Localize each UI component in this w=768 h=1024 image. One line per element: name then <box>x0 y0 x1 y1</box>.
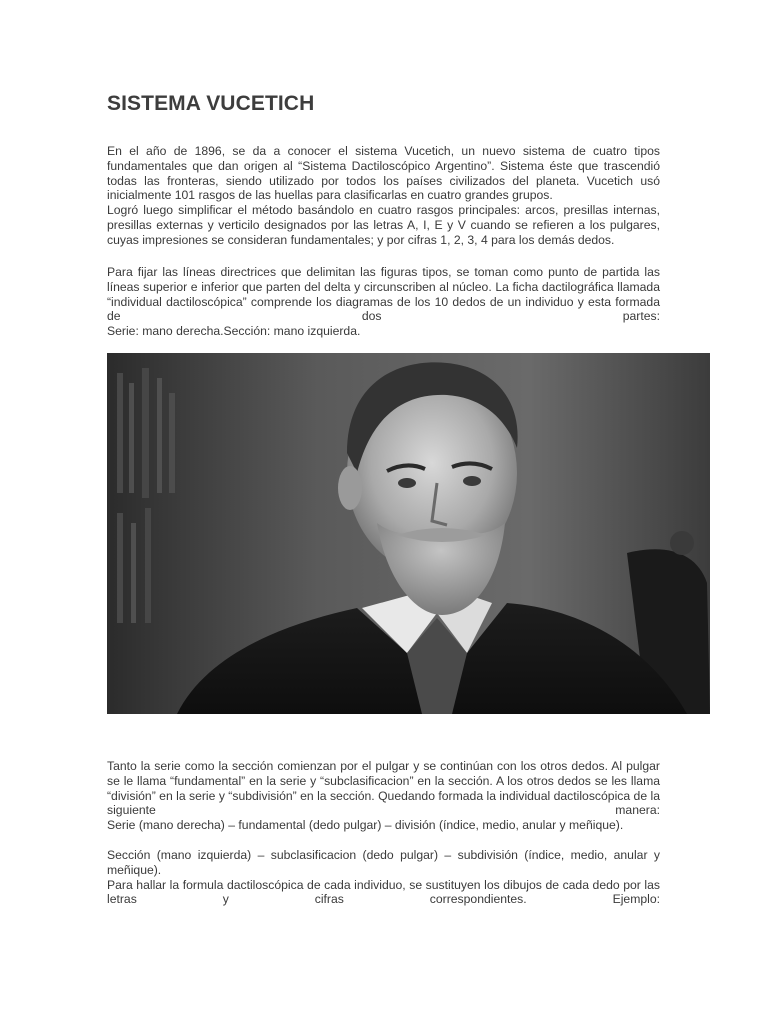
paragraph-directrices-text-2: Serie: mano derecha.Sección: mano izquierda. <box>107 324 361 339</box>
paragraph-formula <box>107 848 660 907</box>
portrait-photo <box>107 353 710 714</box>
paragraph-directrices-text: Para fijar las líneas directrices que delimitan las figuras tipos, se toman como punto de partida las líneas superior e inferior que parten del delta y circunscriben al núcleo. La ficha dactilográfica llamada “individual dactiloscópica” comprende los diagramas de los 10 dedos de un individuo y esta formada de dos partes: <box>107 265 660 324</box>
paragraph-intro-text-2: Logró luego simplificar el método basándolo en cuatro rasgos principales: arcos, presillas internas, presillas externas y verticilo designados por las letras A, I, E y V cuando se refieren a los pulgares, cuyas impresiones se consideran fundamentales; y por cifras 1, 2, 3, 4 para los demás dedos. <box>107 203 660 247</box>
page-title: SISTEMA VUCETICH <box>107 92 315 115</box>
paragraph-formula-text-2: Para hallar la formula dactiloscópica de cada individuo, se sustituyen los dibujos de cada dedo por las letras y cifras correspondientes. Ejemplo: <box>107 877 660 907</box>
paragraph-intro <box>107 144 660 248</box>
paragraph-intro-text: En el año de 1896, se da a conocer el sistema Vucetich, un nuevo sistema de cuatro tipos fundamentales que dan origen al “Sistema Dactiloscópico Argentino”. Sistema éste que trascendió todas las fronteras, siendo utilizado por todos los países civilizados del planeta. Vucetich usó inicialmente 101 rasgos de las huellas para clasificarlas en cuatro grandes grupos. <box>107 144 660 203</box>
paragraph-directrices <box>107 265 660 339</box>
portrait-image <box>107 353 710 714</box>
paragraph-serie-seccion-text-2: Serie (mano derecha) – fundamental (dedo pulgar) – división (índice, medio, anular y meñique). <box>107 818 624 833</box>
paragraph-formula-text: Sección (mano izquierda) – subclasificacion (dedo pulgar) – subdivisión (índice, medio, anular y meñique). <box>107 848 660 877</box>
paragraph-serie-seccion-text: Tanto la serie como la sección comienzan por el pulgar y se continúan con los otros dedos. Al pulgar se le llama “fundamental” en la serie y “subclasificacion” en la sección. A los otros dedos se les llama “división” en la serie y “subdivisión” en la sección. Quedando formada la individual dactiloscópica de la siguiente manera: <box>107 759 660 818</box>
paragraph-serie-seccion <box>107 759 660 833</box>
